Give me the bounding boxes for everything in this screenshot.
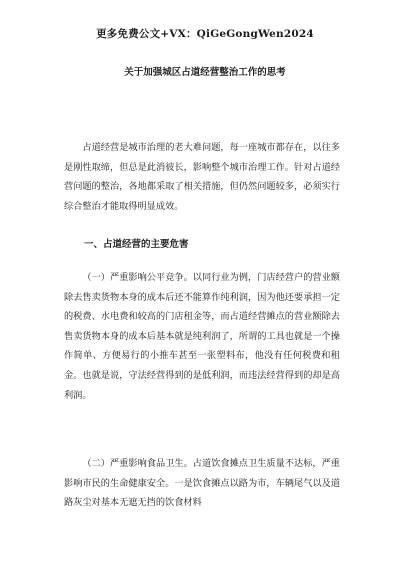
body-paragraph-1: （一）严重影响公平竞争。以同行业为例，门店经营户的营业额除去售卖货物本身的成本后还不能算作纯利润，因为他还要承担一定的税费、水电费和较高的门店租金等，而占道经营摊点的营业额除去售卖货物本身的成本后基本就是纯利润了，所谓的工具也就是一个操作简单、方便易行的小推车甚至一张塑料布，他没有任何税费和租金。也就是说，守法经营得到的是低利润，而违法经营得到的却是高利润。: [64, 272, 340, 401]
intro-paragraph: 占道经营是城市治理的老大难问题，每一座城市都存在，以往多是刚性取缔，但总是此消彼长，影响整个城市治理工作。针对占道经营问题的整治，各地都采取了相关措施，但仍然问题较多，必须实行综合整治才能取得明显成效。: [64, 142, 340, 212]
promo-header: 更多免费公文+VX：QiGeGongWen2024: [96, 28, 314, 40]
body-paragraph-2: （二）严重影响食品卫生。占道饮食摊点卫生质量不达标，严重影响市民的生命健康安全。一是饮食摊点以路为市，车辆尾气以及道路灰尘对基本无遮无挡的饮食材料: [64, 458, 340, 509]
document-title: 关于加强城区占道经营整治工作的思考: [124, 67, 286, 78]
section-heading: 一、占道经营的主要危害: [84, 239, 189, 250]
